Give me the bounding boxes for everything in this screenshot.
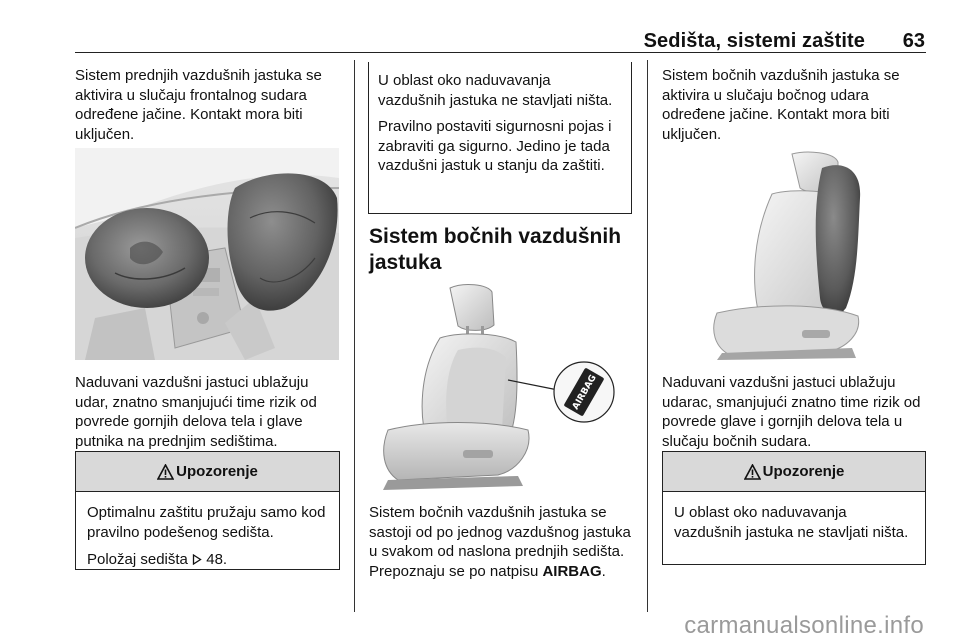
warning-body xyxy=(76,492,339,588)
note-text-1: U oblast oko naduvavanja vazdušnih jastuka ne stavljati ništa. xyxy=(378,72,613,109)
airbag-label-text: AIRBAG xyxy=(570,373,599,412)
seat-position-reference xyxy=(87,550,328,570)
front-airbag-intro: Sistem prednjih vazdušnih jastuka se aktivira u slučaju frontalnog sudara određene jačine. Kontakt mora biti uključen. xyxy=(75,67,322,143)
side-airbag-caption: Naduvani vazdušni jastuci ublažuju udarac, smanjujući znatno time rizik od povrede glave i gornjih delova tela u slučaju bočnih sudara. xyxy=(662,374,921,450)
reference-page-link[interactable]: 48. xyxy=(206,551,228,568)
side-airbag-deployed-illustration xyxy=(662,148,926,360)
front-airbags-illustration xyxy=(75,148,339,360)
side-airbag-description-text: Sistem bočnih vazdušnih jastuka se sastoji od po jednog vazdušnog jastuka u svakom od naslona prednjih sedišta. Prepoznaju se po natpisu xyxy=(369,504,631,580)
front-airbag-caption: Naduvani vazdušni jastuci ublažuju udar, znatno smanjujući time rizik od povrede gornjih delova tela i glave putnika na prednjim sedištima. xyxy=(75,374,317,450)
warning-title: Upozorenje xyxy=(176,463,258,480)
section-heading-side-airbags: Sistem bočnih vazdušnih jastuka xyxy=(369,225,622,274)
column-divider-1 xyxy=(354,60,355,612)
side-airbag-seat-illustration xyxy=(368,280,632,492)
warning-text: Optimalnu zaštitu pružaju samo kod pravilno podešenog sedišta. xyxy=(87,504,326,541)
warning-header xyxy=(76,452,339,492)
warning-box-seat-position xyxy=(75,451,340,570)
airbag-marking: AIRBAG xyxy=(542,562,602,580)
sentence-end: . xyxy=(601,562,606,580)
column-divider-2 xyxy=(647,60,648,612)
warning-triangle-icon xyxy=(157,464,174,480)
header-rule xyxy=(75,52,926,53)
note-text-2: Pravilno postaviti sigurnosni pojas i zabraviti ga sigurno. Jedino je tada vazdušni jastuk u stanju da zaštiti. xyxy=(378,118,612,174)
watermark: carmanualsonline.info xyxy=(684,612,924,639)
warning-box-side-airbag xyxy=(662,451,926,565)
side-airbag-description xyxy=(369,503,639,581)
warning-title: Upozorenje xyxy=(762,463,845,480)
warning-body xyxy=(663,492,925,560)
warning-triangle-icon xyxy=(744,464,761,480)
warning-text: U oblast oko naduvavanja vazdušnih jastuka ne stavljati ništa. xyxy=(674,504,909,541)
page-number: 63 xyxy=(902,30,925,52)
side-airbag-intro: Sistem bočnih vazdušnih jastuka se aktivira u slučaju bočnog udara određene jačine. Kontakt mora biti uključen. xyxy=(662,67,900,143)
warning-header xyxy=(663,452,925,492)
reference-arrow-icon xyxy=(192,554,202,565)
note-box-airbag-area xyxy=(368,62,632,214)
running-header-title: Sedišta, sistemi zaštite xyxy=(643,30,865,52)
reference-label: Položaj sedišta xyxy=(87,551,188,568)
